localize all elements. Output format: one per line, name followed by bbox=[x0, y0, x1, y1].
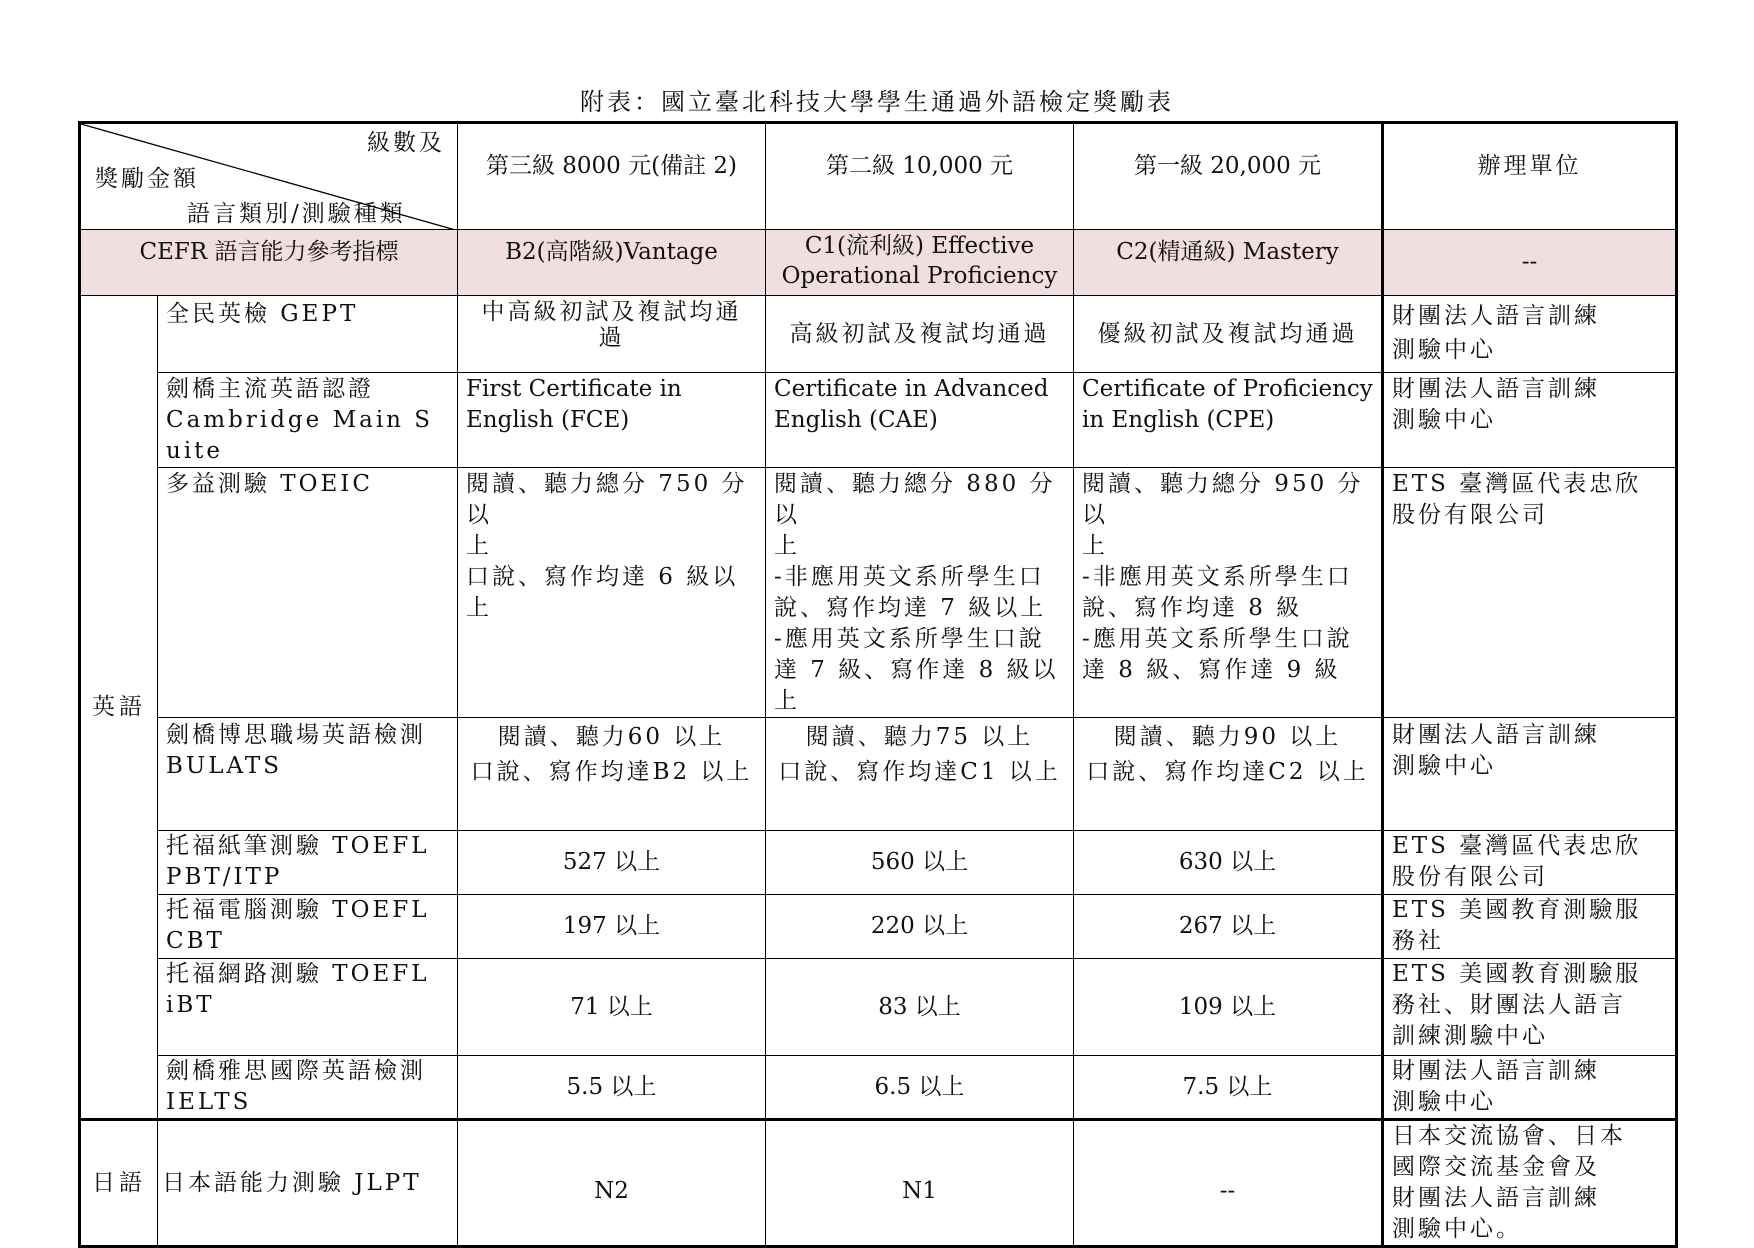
level1-value bbox=[1074, 959, 1383, 1056]
test-name bbox=[158, 718, 458, 831]
level1-value bbox=[1074, 468, 1383, 718]
cefr-level2 bbox=[766, 230, 1074, 296]
cell-line: 全民英檢 GEPT bbox=[166, 301, 359, 327]
cell-line: 財團法人語言訓練 bbox=[1392, 1058, 1600, 1084]
cell-line: 國際交流基金會及 bbox=[1392, 1154, 1600, 1180]
cell-line: PBT/ITP bbox=[166, 864, 283, 890]
unit-value bbox=[1383, 895, 1677, 959]
cell-line: 優級初試及複試均通過 bbox=[1097, 320, 1358, 347]
level2-value bbox=[766, 296, 1074, 373]
unit-value bbox=[1383, 718, 1677, 831]
cell-line: 527 以上 bbox=[562, 849, 661, 875]
test-name bbox=[158, 1056, 458, 1120]
cell-line: 中高級初試及複試均通 bbox=[481, 299, 742, 325]
test-name bbox=[158, 959, 458, 1056]
header-row bbox=[80, 123, 1677, 230]
level2-value bbox=[766, 895, 1074, 959]
cell-line: 上 bbox=[1082, 533, 1108, 559]
unit-value bbox=[1383, 959, 1677, 1056]
cell-line: -非應用英文系所學生口 bbox=[1082, 564, 1353, 590]
cell-line: 托福電腦測驗 TOEFL bbox=[166, 897, 430, 923]
cell-line: 口說、寫作均達C2 以上 bbox=[1086, 759, 1369, 785]
cell-line: 說、寫作均達 7 級以上 bbox=[774, 595, 1047, 621]
cell-line: 閱讀、聽力總分 750 分以 bbox=[466, 471, 748, 528]
cell-line: 閱讀、聽力總分 950 分以 bbox=[1082, 471, 1364, 528]
cefr-label: CEFR 語言能力參考指標 bbox=[80, 230, 458, 296]
cell-line: First Certificate in bbox=[466, 376, 682, 402]
cell-line: 務社、財團法人語言 bbox=[1392, 992, 1626, 1018]
cell-line: -應用英文系所學生口說 bbox=[1082, 626, 1353, 652]
cell-line: 220 以上 bbox=[870, 913, 969, 939]
corner-top-label: 級數及 bbox=[367, 130, 445, 156]
level3-value bbox=[458, 468, 766, 718]
level2-value bbox=[766, 468, 1074, 718]
header-unit: 辦理單位 bbox=[1383, 123, 1677, 230]
cell-line: N1 bbox=[902, 1177, 937, 1204]
test-name bbox=[158, 373, 458, 468]
table-row bbox=[80, 296, 1677, 373]
group-english: 英語 bbox=[80, 296, 158, 1120]
cell-line: 109 以上 bbox=[1178, 993, 1277, 1020]
unit-value bbox=[1383, 296, 1677, 373]
cell-line: 托福網路測驗 TOEFL bbox=[166, 961, 430, 987]
level2-value bbox=[766, 959, 1074, 1056]
reward-table bbox=[78, 121, 1678, 1248]
cell-line: 托福紙筆測驗 TOEFL bbox=[166, 833, 430, 859]
cell-line: 測驗中心 bbox=[1392, 1089, 1496, 1115]
cell-line: 股份有限公司 bbox=[1392, 864, 1548, 890]
table-row bbox=[80, 373, 1677, 468]
cell-line: ETS 美國教育測驗服 bbox=[1392, 897, 1642, 923]
cell-line: 高級初試及複試均通過 bbox=[789, 320, 1050, 347]
cell-line: 劍橋博思職場英語檢測 bbox=[166, 722, 426, 748]
cell-line: 閱讀、聽力75 以上 bbox=[805, 724, 1034, 750]
cell-line: 上 bbox=[466, 533, 492, 559]
cell-line: 上 bbox=[774, 533, 800, 559]
cell-line: 劍橋主流英語認證 bbox=[166, 376, 374, 402]
cell-line: 7.5 以上 bbox=[1182, 1073, 1273, 1100]
cell-line: 達 8 級、寫作達 9 級 bbox=[1082, 657, 1341, 683]
table-row bbox=[80, 959, 1677, 1056]
corner-header-cell bbox=[80, 123, 458, 230]
cell-line: 630 以上 bbox=[1178, 849, 1277, 875]
cell-line: Certificate in Advanced bbox=[774, 376, 1049, 402]
level2-value bbox=[766, 1120, 1074, 1247]
cell-line: 6.5 以上 bbox=[874, 1073, 965, 1100]
cefr-level3: B2(高階級)Vantage bbox=[458, 230, 766, 296]
level2-value bbox=[766, 1056, 1074, 1120]
cefr-level1: C2(精通級) Mastery bbox=[1074, 230, 1383, 296]
cell-line: IELTS bbox=[166, 1089, 252, 1115]
level3-value bbox=[458, 959, 766, 1056]
table-row bbox=[80, 718, 1677, 831]
cell-line: 股份有限公司 bbox=[1392, 502, 1548, 528]
cefr-unit: -- bbox=[1383, 230, 1677, 296]
cell-line: 83 以上 bbox=[878, 993, 961, 1020]
cell-line: CBT bbox=[166, 928, 225, 954]
cell-line: 測驗中心 bbox=[1392, 753, 1496, 779]
cell-line: BULATS bbox=[166, 753, 283, 779]
cell-line: 閱讀、聽力60 以上 bbox=[497, 724, 726, 750]
cell-line: 閱讀、聽力總分 880 分以 bbox=[774, 471, 1056, 528]
cell-line: English (CAE) bbox=[774, 407, 938, 433]
cell-line: -應用英文系所學生口說 bbox=[774, 626, 1045, 652]
level3-value bbox=[458, 373, 766, 468]
cefr-level2-line1: C1(流利級) Effective bbox=[804, 233, 1035, 259]
level2-value bbox=[766, 373, 1074, 468]
cefr-level2-line2: Operational Proficiency bbox=[781, 263, 1058, 289]
unit-value bbox=[1383, 468, 1677, 718]
cell-line: 口說、寫作均達C1 以上 bbox=[778, 759, 1061, 785]
level2-value bbox=[766, 831, 1074, 895]
header-level1: 第一級 20,000 元 bbox=[1074, 123, 1383, 230]
cell-line: 口說、寫作均達B2 以上 bbox=[470, 759, 753, 785]
cell-line: N2 bbox=[594, 1177, 629, 1204]
cell-line: 日本交流協會、日本 bbox=[1392, 1123, 1626, 1149]
test-name bbox=[158, 1120, 458, 1247]
test-name bbox=[158, 895, 458, 959]
group-japanese: 日語 bbox=[80, 1120, 158, 1247]
corner-mid-label: 獎勵金額 bbox=[95, 166, 199, 192]
test-name bbox=[158, 468, 458, 718]
cell-line: 財團法人語言訓練 bbox=[1392, 1185, 1600, 1211]
test-name bbox=[158, 296, 458, 373]
cell-line: 測驗中心 bbox=[1392, 337, 1496, 363]
unit-value bbox=[1383, 831, 1677, 895]
cell-line: 財團法人語言訓練 bbox=[1392, 722, 1600, 748]
cell-line: -非應用英文系所學生口 bbox=[774, 564, 1045, 590]
header-level3: 第三級 8000 元(備註 2) bbox=[458, 123, 766, 230]
level1-value bbox=[1074, 895, 1383, 959]
cell-line: ETS 臺灣區代表忠欣 bbox=[1392, 833, 1642, 859]
level1-value bbox=[1074, 831, 1383, 895]
level1-value bbox=[1074, 1056, 1383, 1120]
level3-value bbox=[458, 831, 766, 895]
table-row bbox=[80, 895, 1677, 959]
cell-line: 訓練測驗中心 bbox=[1392, 1023, 1548, 1049]
cell-line: 197 以上 bbox=[562, 913, 661, 939]
header-level2: 第二級 10,000 元 bbox=[766, 123, 1074, 230]
cell-line: 閱讀、聽力90 以上 bbox=[1113, 724, 1342, 750]
cell-line: 財團法人語言訓練 bbox=[1392, 376, 1600, 402]
table-row bbox=[80, 468, 1677, 718]
cell-line: 口說、寫作均達 6 級以上 bbox=[466, 564, 739, 621]
cell-line: 多益測驗 TOEIC bbox=[166, 471, 373, 497]
table-row bbox=[80, 1056, 1677, 1120]
cell-line: ETS 美國教育測驗服 bbox=[1392, 961, 1642, 987]
cell-line: 267 以上 bbox=[1178, 913, 1277, 939]
cell-line: Certificate of Proficiency bbox=[1082, 376, 1373, 402]
unit-value bbox=[1383, 1056, 1677, 1120]
table-row bbox=[80, 831, 1677, 895]
cell-line: 達 7 級、寫作達 8 級以上 bbox=[774, 657, 1059, 714]
unit-value bbox=[1383, 1120, 1677, 1247]
cell-line: English (FCE) bbox=[466, 407, 630, 433]
level3-value bbox=[458, 718, 766, 831]
level1-value bbox=[1074, 296, 1383, 373]
cell-line: 測驗中心 bbox=[1392, 407, 1496, 433]
cell-line: 560 以上 bbox=[870, 849, 969, 875]
level1-value bbox=[1074, 373, 1383, 468]
cell-line: 財團法人語言訓練 bbox=[1392, 303, 1600, 329]
level3-value bbox=[458, 296, 766, 373]
cell-line: in English (CPE) bbox=[1082, 407, 1275, 433]
cell-line: 說、寫作均達 8 級 bbox=[1082, 595, 1303, 621]
cell-line: 務社 bbox=[1392, 928, 1444, 954]
corner-bottom-label: 語言類別/測驗種類 bbox=[187, 201, 406, 227]
cell-line: ETS 臺灣區代表忠欣 bbox=[1392, 471, 1642, 497]
cell-line: 71 以上 bbox=[570, 993, 653, 1020]
cell-line: 測驗中心。 bbox=[1392, 1216, 1522, 1242]
cell-line: 日本語能力測驗 JLPT bbox=[162, 1169, 422, 1196]
level1-value bbox=[1074, 1120, 1383, 1247]
cell-line: 劍橋雅思國際英語檢測 bbox=[166, 1058, 426, 1084]
cell-line: 過 bbox=[598, 325, 625, 351]
unit-value bbox=[1383, 373, 1677, 468]
cefr-row bbox=[80, 230, 1677, 296]
level3-value bbox=[458, 1056, 766, 1120]
level1-value bbox=[1074, 718, 1383, 831]
cell-line: 5.5 以上 bbox=[566, 1073, 657, 1100]
cell-line: iBT bbox=[166, 992, 215, 1018]
cell-line: Cambridge Main Suite bbox=[166, 407, 434, 464]
page-title: 附表：國立臺北科技大學學生通過外語檢定獎勵表 bbox=[580, 88, 1174, 116]
cell-line: -- bbox=[1219, 1177, 1236, 1204]
test-name bbox=[158, 831, 458, 895]
level2-value bbox=[766, 718, 1074, 831]
table-row bbox=[80, 1120, 1677, 1247]
level3-value bbox=[458, 895, 766, 959]
level3-value bbox=[458, 1120, 766, 1247]
